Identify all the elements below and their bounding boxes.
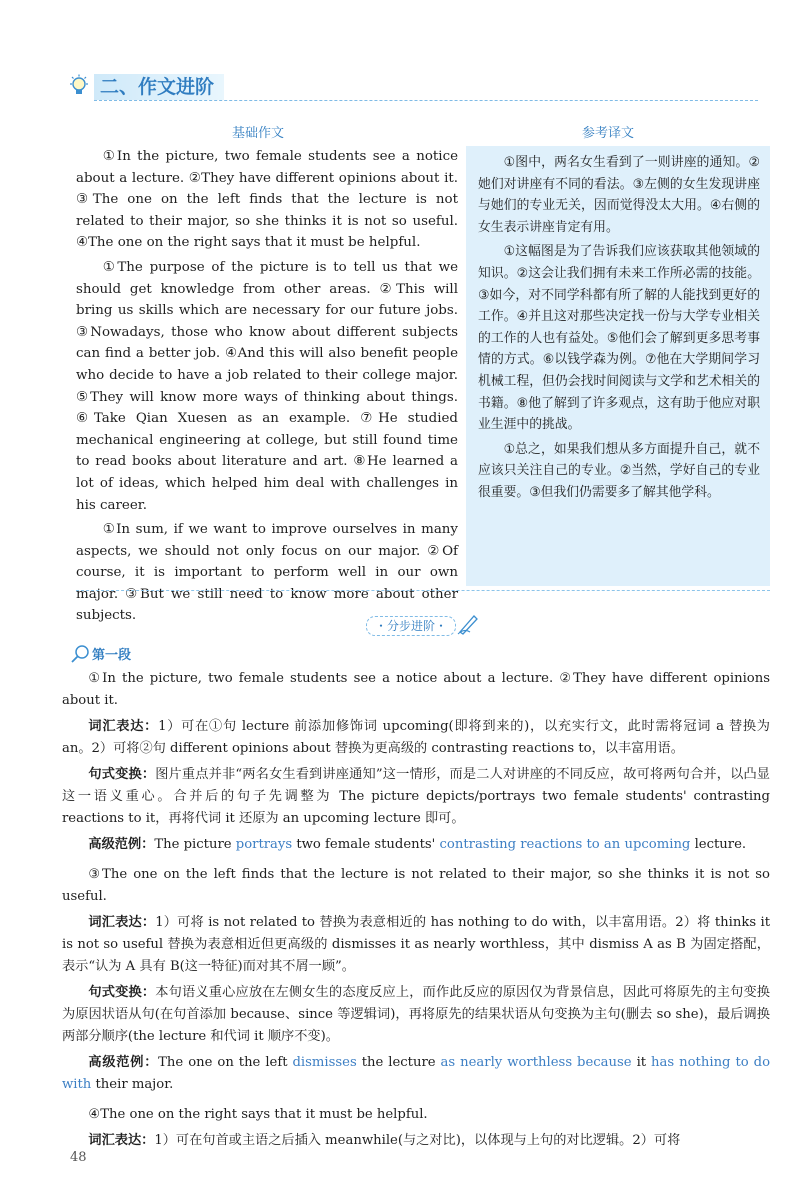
- highlight: contrasting reactions to an upcoming: [439, 837, 691, 852]
- vocab-label: 词汇表达：: [88, 719, 159, 734]
- essay-paragraph: ①In the picture, two female students see a notice about a lecture. ②They have different opinions about it. ③The one on the left finds that the lecture is not related to their major, so she thinks it is not so useful. ④The one on the right says that it must be helpful.: [76, 149, 458, 251]
- section-title: 二、作文进阶: [94, 74, 224, 100]
- reference-translation: [466, 146, 770, 586]
- syntax-note: [62, 764, 770, 830]
- magnifier-icon: [70, 644, 92, 664]
- highlight: dismisses: [292, 1055, 357, 1070]
- highlight: portrays: [235, 837, 293, 852]
- section-divider: [76, 590, 770, 591]
- step-progress-label: ・分步进阶・: [366, 616, 456, 636]
- pen-icon: [456, 612, 482, 636]
- syntax-label: 句式变换：: [88, 985, 156, 1000]
- section-header: [58, 66, 758, 106]
- right-column-title: 参考译文: [582, 126, 635, 141]
- essay-paragraph: ①The purpose of the picture is to tell us that we should get knowledge from other areas. ②This will bring us skills which are necessary for our future jobs. ③Nowadays, those who know about different subjects can find a better job. ④And this will also benefit people who decide to have a job related to their college major. ⑤They will know more ways of thinking about things. ⑥Take Qian Xuesen as an example. ⑦He studied mechanical engineering at college, but still found time to read books about literature and art. ⑧He learned a lot of ideas, which helped him deal with challenges in his career.: [76, 259, 458, 513]
- example-label: 高级范例：: [88, 1055, 159, 1070]
- page-number: 48: [70, 1150, 87, 1165]
- basic-essay: [76, 146, 458, 630]
- original-sentence: ④The one on the right says that it must be helpful.: [88, 1107, 428, 1122]
- original-sentence: ①In the picture, two female students see a notice about a lecture. ②They have different opinions about it.: [62, 671, 770, 708]
- vocab-note: [62, 1130, 770, 1152]
- advanced-example: 高级范例：The picture portrays two female students' contrasting reactions to an upcoming lecture.: [88, 837, 747, 852]
- translation-paragraph: ①图中，两名女生看到了一则讲座的通知。②她们对讲座有不同的看法。③左侧的女生发现讲座与她们的专业无关，因而觉得没太大用。④右侧的女生表示讲座肯定有用。: [478, 155, 760, 235]
- highlight: has nothing to do with: [62, 1055, 771, 1092]
- vocab-text: 1）可在①句 lecture 前添加修饰词 upcoming(即将到来的)，以充实行文，此时需将冠词 a 替换为 an。2）可将②句 different opinions about 替换为更高级的 contrasting reactions to，以丰富用语。: [62, 719, 770, 756]
- syntax-text: 本句语义重心应放在左侧女生的态度反应上，而作此反应的原因仅为背景信息，因此可将原先的主句变换为原因状语从句(在句首添加 because、since 等逻辑词)，再将原先的结果状语从句变换为主句(删去 so she)，最后调换两部分顺序(the lecture 和代词 it 顺序不变)。: [62, 985, 770, 1044]
- paragraph-heading-text: 第一段: [92, 648, 132, 663]
- lightbulb-icon: [68, 74, 90, 100]
- header-divider: [94, 100, 758, 101]
- example-label: 高级范例：: [88, 837, 155, 852]
- vocab-note: [62, 716, 770, 760]
- step-analysis: [62, 668, 770, 1156]
- left-column-title: 基础作文: [232, 126, 285, 141]
- essay-paragraph: ①In sum, if we want to improve ourselves in many aspects, we should not only focus on our major. ②Of course, it is important to perform well in our own major. ③But we still need to know more about other subjects.: [76, 522, 458, 624]
- syntax-text: 图片重点并非“两名女生看到讲座通知”这一情形，而是二人对讲座的不同反应，故可将两句合并，以凸显这一语义重心。合并后的句子先调整为 The picture depicts/portrays two female students' contrasting reactions to it，再将代词 it 还原为 an upcoming lecture 即可。: [62, 767, 770, 826]
- original-sentence: ③The one on the left finds that the lecture is not related to their major, so she thinks it is not so useful.: [62, 867, 770, 904]
- translation-paragraph: ①这幅图是为了告诉我们应该获取其他领域的知识。②这会让我们拥有未来工作所必需的技能。③如今，对不同学科都有所了解的人能找到更好的工作。④并且这对那些决定找一份与大学专业相关的工作的人也有益处。⑤他们会了解到更多思考事情的方式。⑥以钱学森为例。⑦他在大学期间学习机械工程，但仍会找时间阅读与文学和艺术相关的书籍。⑧他了解到了许多观点，这有助于他应对职业生涯中的挑战。: [478, 244, 760, 433]
- vocab-text: 1）可在句首或主语之后插入 meanwhile(与之对比)，以体现与上句的对比逻辑。2）可将: [154, 1133, 681, 1148]
- vocab-label: 词汇表达：: [88, 915, 156, 930]
- syntax-label: 句式变换：: [88, 767, 156, 782]
- vocab-text: 1）可将 is not related to 替换为表意相近的 has nothing to do with，以丰富用语。2）将 thinks it is not so useful 替换为表意相近但更高级的 dismisses it as nearly worthless，其中 dismiss A as B 为固定搭配，表示“认为 A 具有 B(这一特征)而对其不屑一顾”。: [62, 915, 770, 974]
- syntax-note: [62, 982, 770, 1048]
- translation-paragraph: ①总之，如果我们想从多方面提升自己，就不应该只关注自己的专业。②当然，学好自己的专业很重要。③但我们仍需要多了解其他学科。: [478, 441, 760, 500]
- advanced-example: 高级范例：The one on the left dismisses the lecture as nearly worthless because it has nothing to do with their major.: [62, 1055, 771, 1092]
- highlight: as nearly worthless because: [440, 1055, 632, 1070]
- vocab-note: [62, 912, 770, 978]
- vocab-label: 词汇表达：: [88, 1133, 155, 1148]
- paragraph-heading: [92, 644, 131, 664]
